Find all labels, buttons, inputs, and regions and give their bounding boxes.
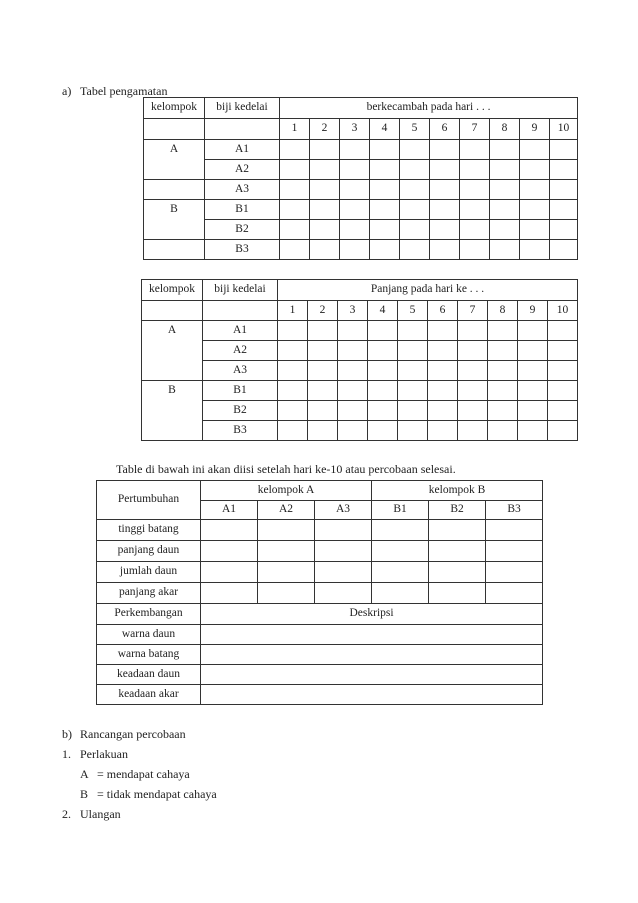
day-header: 1 [278, 301, 308, 321]
group-label: A [144, 140, 205, 160]
day-header: 4 [370, 119, 400, 140]
seed-label: B1 [203, 381, 278, 401]
length-table [141, 279, 578, 441]
header-biji-kedelai: biji kedelai [203, 280, 278, 301]
header-kelompok-b: kelompok B [372, 481, 543, 501]
seed-label: A1 [203, 321, 278, 341]
day-header: 1 [280, 119, 310, 140]
header-deskripsi: Deskripsi [201, 604, 543, 625]
seed-label: B3 [203, 421, 278, 441]
item-2-text: Ulangan [80, 807, 121, 821]
growth-row-label: jumlah daun [97, 562, 201, 583]
sub-header: B1 [372, 501, 429, 520]
section-a-label: a) [62, 84, 72, 98]
dev-row-label: keadaan daun [97, 665, 201, 685]
group-label: B [142, 381, 203, 401]
sub-header: A2 [258, 501, 315, 520]
header-berkecambah: berkecambah pada hari . . . [280, 98, 578, 119]
group-label: A [142, 321, 203, 341]
day-header: 8 [490, 119, 520, 140]
day-header: 9 [518, 301, 548, 321]
item-1-text: Perlakuan [80, 747, 128, 761]
header-kelompok-a: kelompok A [201, 481, 372, 501]
germination-table [143, 97, 578, 260]
item-1-number: 1. [62, 747, 71, 761]
seed-label: A1 [205, 140, 280, 160]
day-header: 4 [368, 301, 398, 321]
sub-header: B3 [486, 501, 543, 520]
sub-header: A1 [201, 501, 258, 520]
day-header: 6 [428, 301, 458, 321]
seed-label: B2 [205, 220, 280, 240]
day-header: 5 [400, 119, 430, 140]
growth-row-label: panjang daun [97, 541, 201, 562]
sub-header: A3 [315, 501, 372, 520]
seed-label: A2 [203, 341, 278, 361]
group-label: B [144, 200, 205, 220]
dev-row-label: warna daun [97, 625, 201, 645]
dev-row-label: warna batang [97, 645, 201, 665]
seed-label: A3 [203, 361, 278, 381]
day-header: 2 [310, 119, 340, 140]
day-header: 3 [340, 119, 370, 140]
day-header: 10 [550, 119, 578, 140]
seed-label: A2 [205, 160, 280, 180]
seed-label: B2 [203, 401, 278, 421]
seed-label: B1 [205, 200, 280, 220]
header-pertumbuhan: Pertumbuhan [97, 481, 201, 520]
section-a-title: Tabel pengamatan [80, 84, 168, 98]
growth-row-label: tinggi batang [97, 520, 201, 541]
seed-label: B3 [205, 240, 280, 260]
seed-label: A3 [205, 180, 280, 200]
item-2-number: 2. [62, 807, 71, 821]
day-header: 2 [308, 301, 338, 321]
sub-header: B2 [429, 501, 486, 520]
day-header: 7 [458, 301, 488, 321]
header-perkembangan: Perkembangan [97, 604, 201, 625]
section-b-label: b) [62, 727, 72, 741]
day-header: 9 [520, 119, 550, 140]
header-kelompok: kelompok [144, 98, 205, 119]
header-biji-kedelai: biji kedelai [205, 98, 280, 119]
day-header: 7 [460, 119, 490, 140]
dev-row-label: keadaan akar [97, 685, 201, 705]
treatment-a: A = mendapat cahaya [80, 767, 190, 781]
treatment-b: B = tidak mendapat cahaya [80, 787, 217, 801]
section-b-title: Rancangan percobaan [80, 727, 186, 741]
growth-row-label: panjang akar [97, 583, 201, 604]
summary-table [96, 480, 543, 705]
day-header: 5 [398, 301, 428, 321]
day-header: 10 [548, 301, 578, 321]
day-header: 8 [488, 301, 518, 321]
header-panjang: Panjang pada hari ke . . . [278, 280, 578, 301]
header-kelompok: kelompok [142, 280, 203, 301]
day-header: 3 [338, 301, 368, 321]
day-header: 6 [430, 119, 460, 140]
table-note: Table di bawah ini akan diisi setelah hari ke-10 atau percobaan selesai. [116, 462, 456, 476]
